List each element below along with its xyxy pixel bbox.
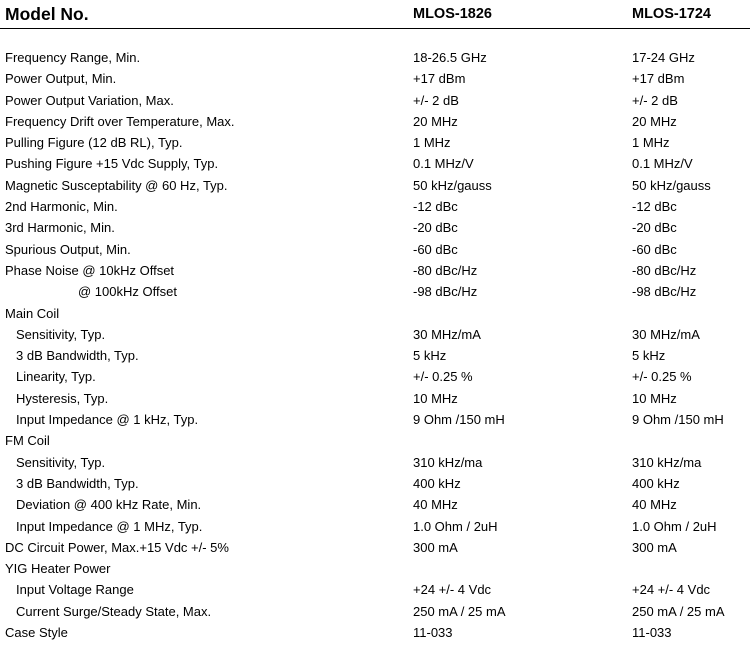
spec-label: Hysteresis, Typ. [16,390,109,406]
spec-value-model-b: +24 +/- 4 Vdc [632,582,711,598]
spec-value-model-b: 40 MHz [632,497,677,513]
spec-value-model-a: 310 kHz/ma [413,454,483,470]
model-b-header: MLOS-1724 [632,6,711,22]
spec-label: Input Impedance @ 1 kHz, Typ. [16,412,199,428]
spec-value-model-a: 400 kHz [413,475,461,491]
spec-row [0,409,750,430]
spec-value-model-b: 10 MHz [632,390,677,406]
spec-value-model-b: 30 MHz/mA [632,326,700,342]
spec-value-model-a: 20 MHz [413,113,458,129]
spec-row [0,90,750,111]
spec-label: Sensitivity, Typ. [16,454,106,470]
spec-label: Sensitivity, Typ. [16,326,106,342]
spec-row [0,430,750,451]
spec-label: Frequency Drift over Temperature, Max. [5,113,235,129]
spec-value-model-b: -98 dBc/Hz [632,284,697,300]
spec-label: @ 100kHz Offset [78,284,177,300]
spec-label: Phase Noise @ 10kHz Offset [5,262,175,278]
spec-value-model-b: 310 kHz/ma [632,454,702,470]
spec-row [0,345,750,366]
spec-row [0,111,750,132]
spec-label: Power Output Variation, Max. [5,92,174,108]
spec-value-model-b: +/- 0.25 % [632,369,692,385]
spec-value-model-a: -80 dBc/Hz [413,262,478,278]
spec-rows [0,47,750,643]
spec-label: Power Output, Min. [5,71,117,87]
spec-label: Case Style [5,625,68,641]
spec-value-model-b: 0.1 MHz/V [632,156,693,172]
spec-row [0,68,750,89]
spec-value-model-b: 5 kHz [632,348,666,364]
spec-value-model-b: 20 MHz [632,113,677,129]
spec-value-model-b: -80 dBc/Hz [632,262,697,278]
spec-value-model-b: 11-033 [632,625,672,641]
spec-value-model-a: +/- 0.25 % [413,369,473,385]
spec-row [0,217,750,238]
spec-value-model-a: 9 Ohm /150 mH [413,412,505,428]
spec-value-model-a: 10 MHz [413,390,458,406]
spec-value-model-a: 1 MHz [413,135,451,151]
spec-label: Pushing Figure +15 Vdc Supply, Typ. [5,156,219,172]
spec-value-model-a: 40 MHz [413,497,458,513]
spec-row [0,516,750,537]
spec-row [0,558,750,579]
model-a-header: MLOS-1826 [413,6,492,22]
spec-row [0,281,750,302]
spec-value-model-b: +17 dBm [632,71,685,87]
spec-label: 3 dB Bandwidth, Typ. [16,475,139,491]
model-no-label: Model No. [5,4,89,24]
spec-label: Frequency Range, Min. [5,50,141,65]
spec-row [0,452,750,473]
spec-row [0,153,750,174]
spec-value-model-a: 50 kHz/gauss [413,177,492,193]
spec-value-model-a: 18-26.5 GHz [413,50,487,65]
spec-value-model-a: 11-033 [413,625,453,641]
spec-label: Deviation @ 400 kHz Rate, Min. [16,497,202,513]
spec-value-model-b: 50 kHz/gauss [632,177,711,193]
spec-label: Main Coil [5,305,60,321]
spec-label: Spurious Output, Min. [5,241,131,257]
spec-row [0,175,750,196]
header-row [0,0,750,29]
spec-row [0,366,750,387]
spec-value-model-a: 1.0 Ohm / 2uH [413,518,498,534]
spec-value-model-a: -12 dBc [413,199,458,215]
spec-label: Linearity, Typ. [16,369,96,385]
spec-row [0,196,750,217]
spec-row [0,388,750,409]
spec-row [0,601,750,622]
spec-label: YIG Heater Power [5,561,111,577]
spec-row [0,537,750,558]
spec-label: Pulling Figure (12 dB RL), Typ. [5,135,183,151]
spec-value-model-b: 1.0 Ohm / 2uH [632,518,717,534]
spec-label: Input Voltage Range [16,582,134,598]
spec-row [0,303,750,324]
spec-value-model-b: 17-24 GHz [632,50,695,65]
spec-value-model-b: 9 Ohm /150 mH [632,412,724,428]
spec-value-model-b: -60 dBc [632,241,677,257]
spec-value-model-a: 300 mA [413,539,458,555]
spec-label: Magnetic Susceptability @ 60 Hz, Typ. [5,177,228,193]
spec-row [0,494,750,515]
spec-value-model-a: +/- 2 dB [413,92,459,108]
spec-row [0,239,750,260]
spec-value-model-a: -60 dBc [413,241,458,257]
spec-row [0,622,750,643]
spec-label: 2nd Harmonic, Min. [5,199,118,215]
spec-value-model-b: -20 dBc [632,220,677,236]
spec-value-model-b: 400 kHz [632,475,680,491]
spec-label: Current Surge/Steady State, Max. [16,603,212,619]
spec-row [0,473,750,494]
spec-value-model-a: +24 +/- 4 Vdc [413,582,492,598]
spec-value-model-a: 0.1 MHz/V [413,156,474,172]
spec-value-model-a: 30 MHz/mA [413,326,481,342]
spec-value-model-b: +/- 2 dB [632,92,678,108]
spec-value-model-b: 300 mA [632,539,677,555]
spec-label: FM Coil [5,433,50,449]
spec-row [0,324,750,345]
spec-value-model-a: 250 mA / 25 mA [413,603,506,619]
spec-value-model-b: -12 dBc [632,199,677,215]
spec-label: Input Impedance @ 1 MHz, Typ. [16,518,203,534]
spec-label: DC Circuit Power, Max.+15 Vdc +/- 5% [5,539,229,555]
spec-value-model-a: -98 dBc/Hz [413,284,478,300]
spec-row [0,260,750,281]
spec-value-model-a: 5 kHz [413,348,447,364]
spec-value-model-a: +17 dBm [413,71,466,87]
spec-row [0,579,750,600]
spec-label: 3 dB Bandwidth, Typ. [16,348,139,364]
spec-label: 3rd Harmonic, Min. [5,220,115,236]
spec-value-model-a: -20 dBc [413,220,458,236]
spec-row [0,47,750,68]
spec-value-model-b: 1 MHz [632,135,670,151]
spec-row [0,132,750,153]
spec-value-model-b: 250 mA / 25 mA [632,603,725,619]
